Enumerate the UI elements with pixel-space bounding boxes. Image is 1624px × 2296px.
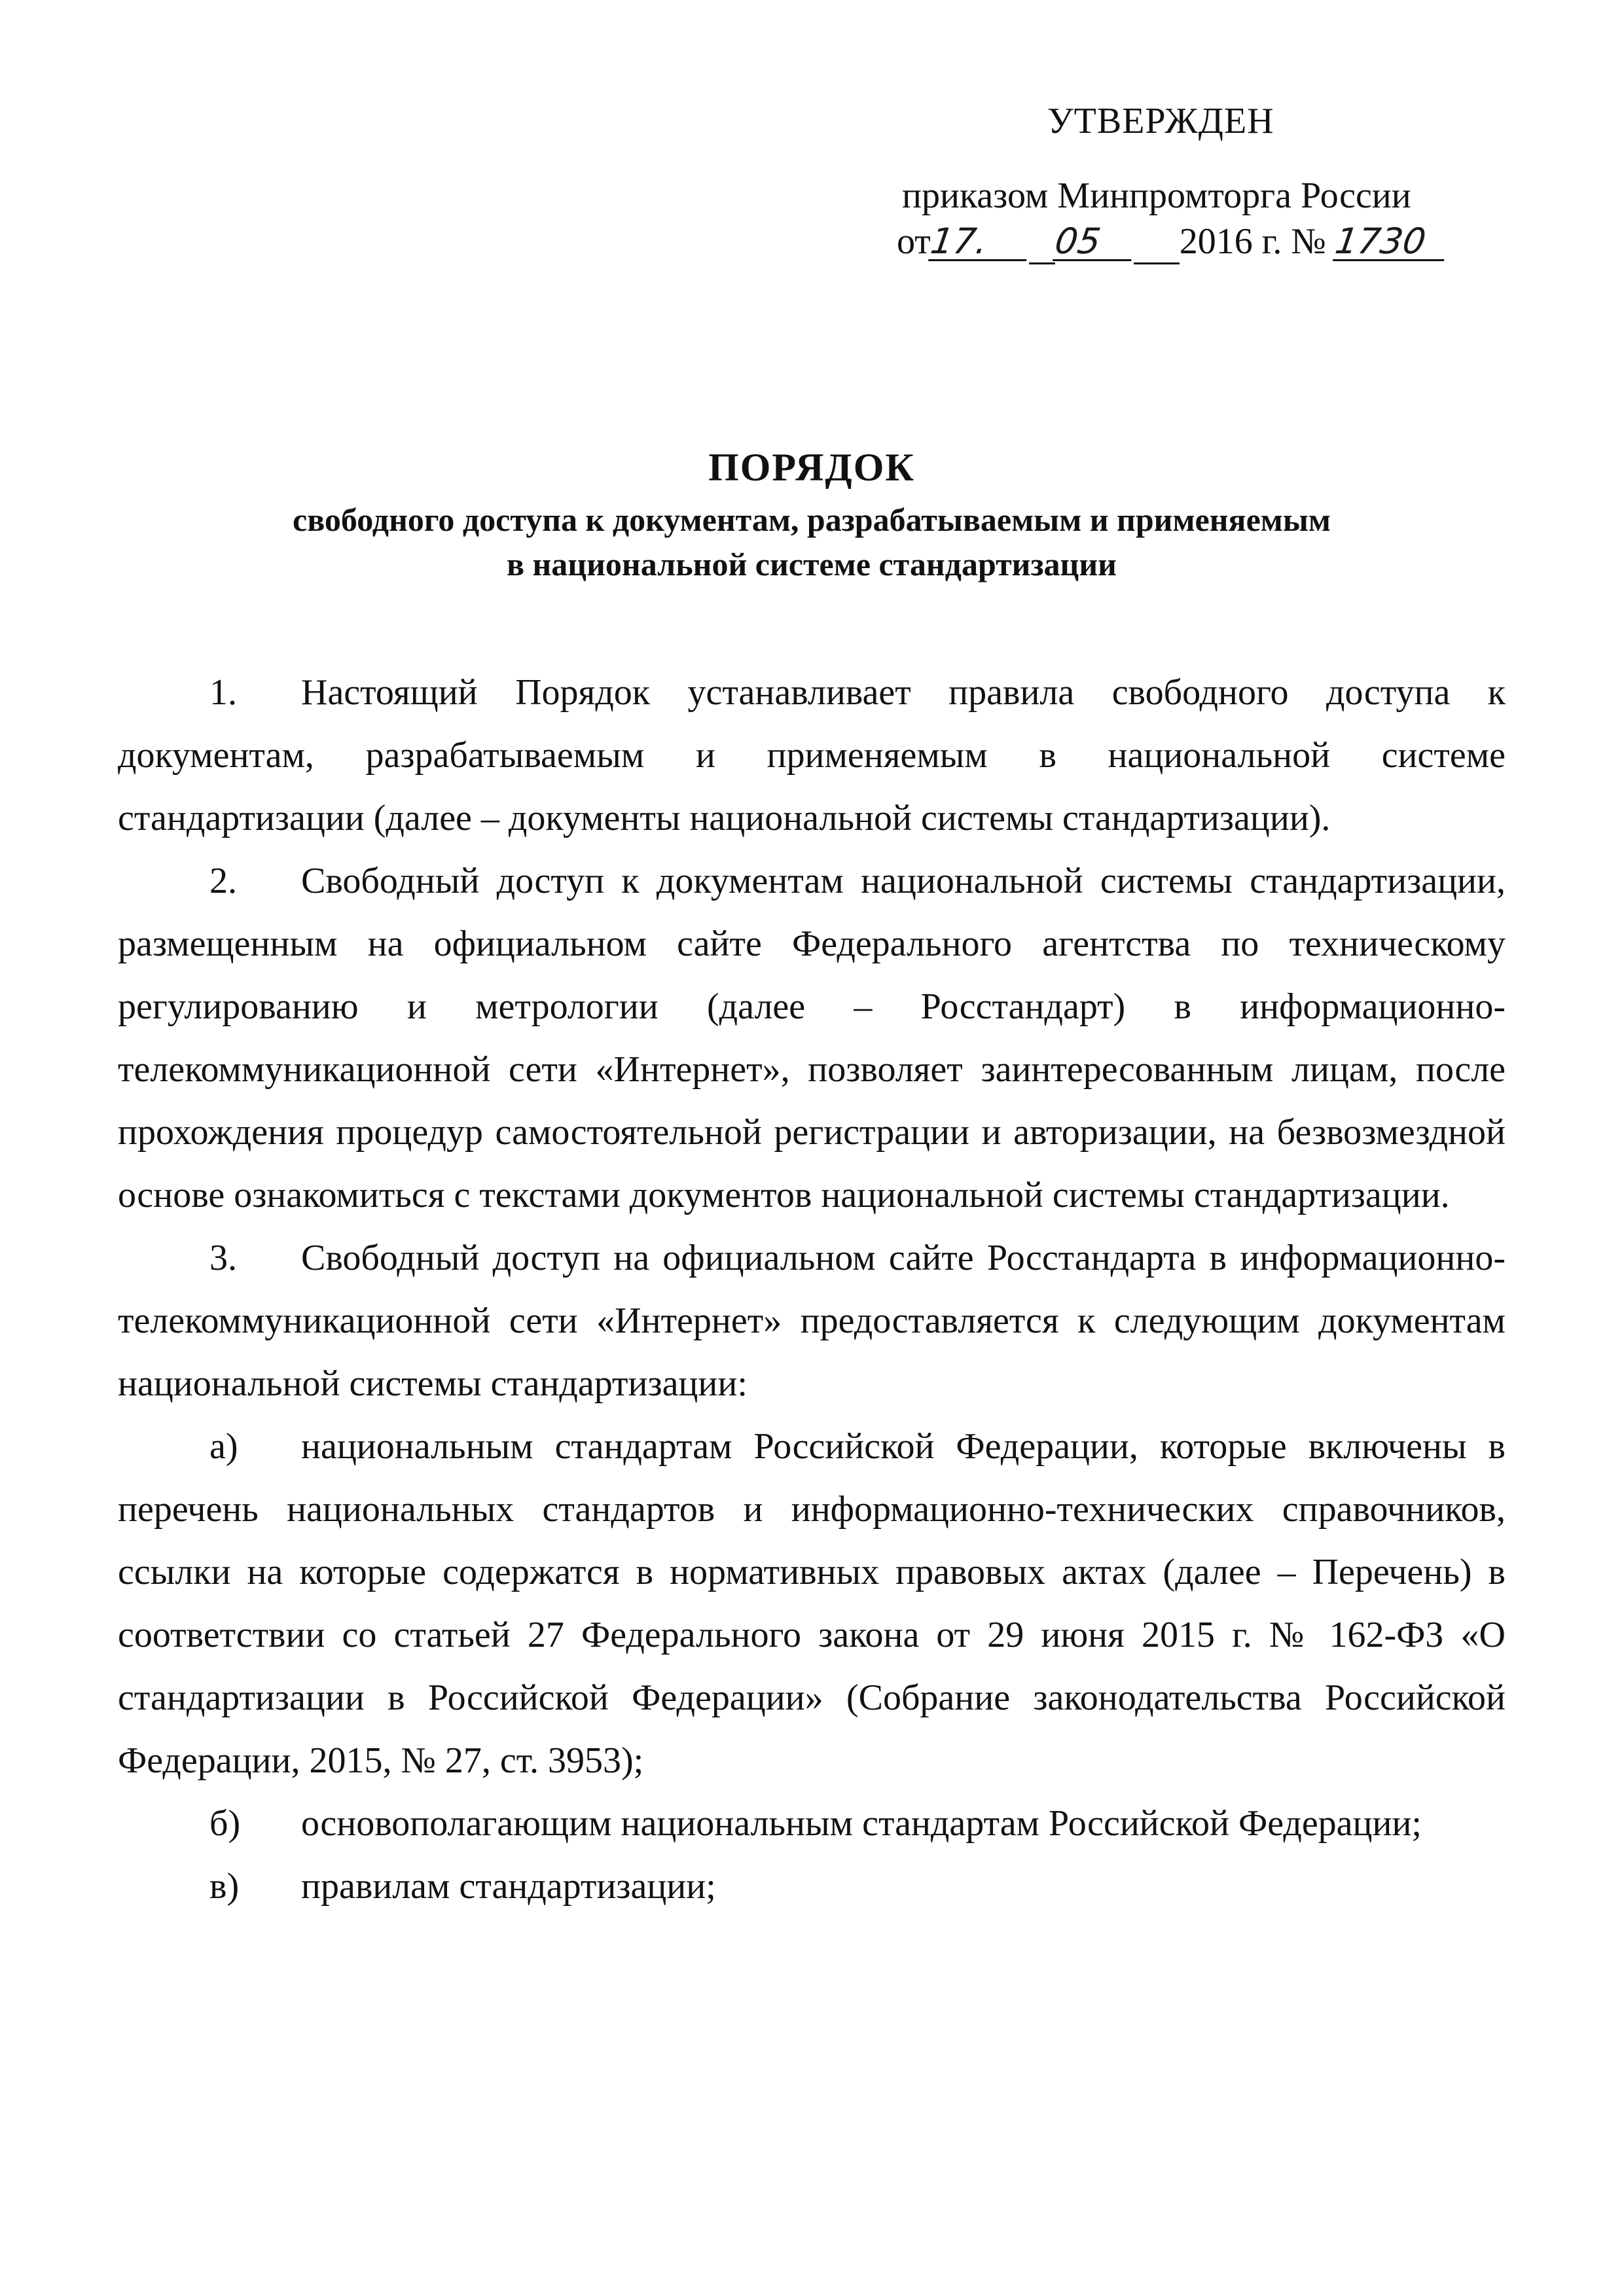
paragraph-marker: б)	[209, 1803, 241, 1844]
approved-label: УТВЕРЖДЕН	[1047, 101, 1274, 141]
subparagraph-v	[118, 1855, 1506, 1918]
order-year-label: 2016 г. №	[1179, 221, 1326, 262]
paragraph-marker: 2.	[209, 861, 237, 901]
paragraph-3	[118, 1227, 1506, 1415]
document-title	[118, 445, 1506, 586]
order-date-line	[897, 219, 1486, 264]
paragraph-marker: 1.	[209, 672, 237, 713]
paragraph-text: национальным стандартам Российской Федерации, которые включены в перечень национальных стандартов и информационно-технических справочников, ссылки на которые содержатся в нормативных правовых актах (далее – Перечень) в соответствии со статьей 27 Федерального закона от 29 июня 2015 г. № 162-ФЗ «О стандартизации в Российской Федерации» (Собрание законодательства Российской Федерации, 2015, № 27, ст. 3953);	[118, 1426, 1506, 1781]
paragraph-text: Свободный доступ на официальном сайте Росстандарта в информационно-телекоммуникационной сети «Интернет» предоставляется к следующим документам национальной системы стандартизации:	[118, 1238, 1506, 1404]
from-label: от	[897, 221, 931, 262]
paragraph-marker: а)	[209, 1426, 238, 1467]
title-subtitle-line2: в национальной системе стандартизации	[507, 545, 1117, 583]
paragraph-marker: в)	[209, 1866, 240, 1907]
subparagraph-a	[118, 1415, 1506, 1792]
paragraph-2	[118, 850, 1506, 1227]
paragraph-text: основополагающим национальным стандартам Российской Федерации;	[301, 1803, 1422, 1844]
title-subtitle-line1: свободного доступа к документам, разрабатываемым и применяемым	[293, 501, 1331, 538]
handwritten-month: 05	[1053, 224, 1136, 261]
subparagraph-b	[118, 1792, 1506, 1855]
paragraph-text: Настоящий Порядок устанавливает правила свободного доступа к документам, разрабатываемым и применяемым в национальной системе стандартизации (далее – документы национальной системы стандартизации).	[118, 672, 1506, 838]
paragraph-text: правилам стандартизации;	[301, 1866, 716, 1907]
order-reference: приказом Минпромторга России	[902, 175, 1411, 216]
handwritten-order-number: 1730	[1333, 224, 1449, 261]
title-main: ПОРЯДОК	[708, 446, 915, 489]
paragraph-text: Свободный доступ к документам национальной системы стандартизации, размещенным на официальном сайте Федерального агентства по техническому регулированию и метрологии (далее – Росстандарт) в информационно-телекоммуникационной сети «Интернет», позволяет заинтересованным лицам, после прохождения процедур самостоятельной регистрации и авторизации, на безвозмездной основе ознакомиться с текстами документов национальной системы стандартизации.	[118, 861, 1506, 1215]
approval-stamp	[897, 98, 1486, 264]
paragraph-marker: 3.	[209, 1238, 237, 1278]
paragraph-1	[118, 661, 1506, 850]
document-body	[118, 661, 1506, 1918]
handwritten-day: 17.	[928, 224, 1032, 261]
